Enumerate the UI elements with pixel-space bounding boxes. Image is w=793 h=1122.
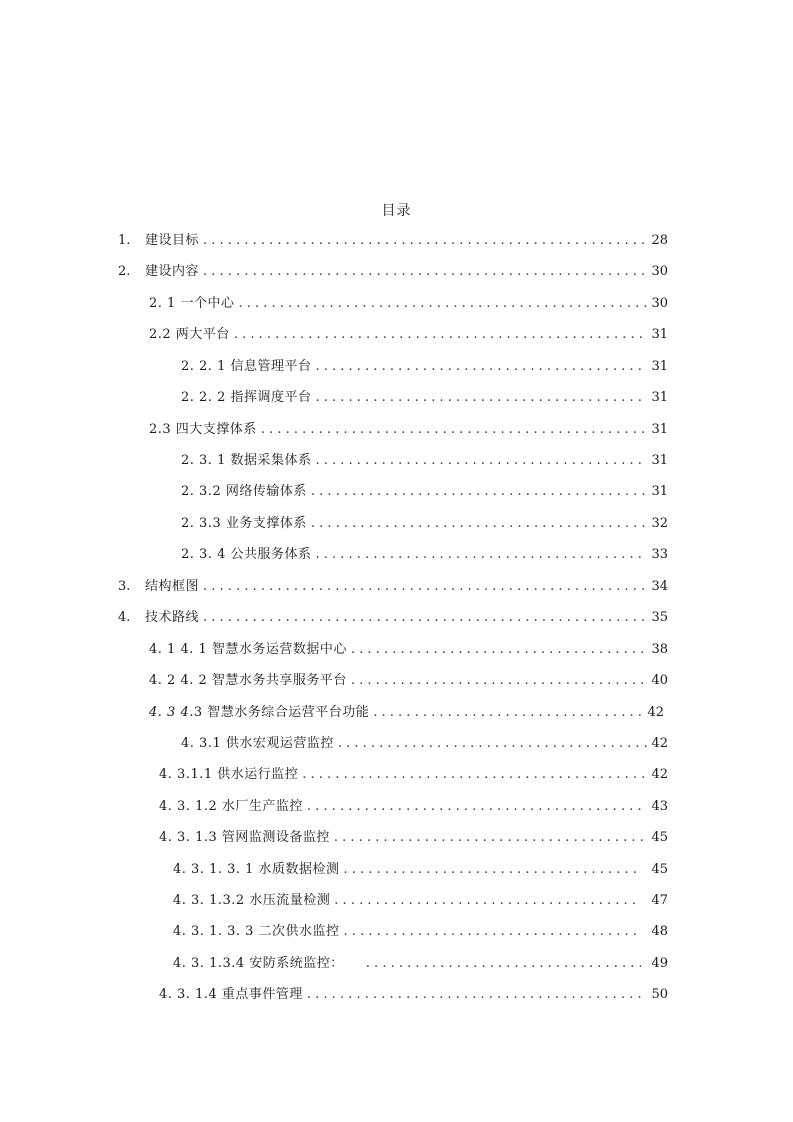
- toc-entry[interactable]: [181, 545, 668, 565]
- toc-entry[interactable]: [159, 985, 668, 1005]
- dot-leader: [307, 797, 648, 817]
- toc-entry-label: 4. 3. 1.4 重点事件管理: [159, 987, 303, 1002]
- toc-entry-page: 32: [651, 516, 668, 531]
- toc-entry-label-prefix: 4. 3 4.: [149, 705, 194, 720]
- toc-entry[interactable]: [118, 231, 668, 251]
- toc-entry-label: 2. 3. 4 公共服务体系: [181, 547, 312, 562]
- dot-leader: [351, 640, 648, 660]
- toc-entry-label: 2. 2. 1 信息管理平台: [181, 359, 312, 374]
- toc-entry-page: 30: [651, 296, 668, 311]
- toc-entry[interactable]: [118, 608, 668, 628]
- toc-entry[interactable]: [181, 451, 668, 471]
- dot-leader: [203, 231, 647, 251]
- toc-entry-page: 47: [651, 893, 668, 908]
- toc-entry-page: 45: [651, 862, 668, 877]
- toc-entry-page: 43: [651, 799, 668, 814]
- toc-entry[interactable]: [173, 922, 668, 942]
- toc-entry-label: 4. 3. 1. 3. 1 水质数据检测: [173, 862, 340, 877]
- toc-entry-page: 40: [651, 673, 668, 688]
- toc-entry-page: 48: [651, 924, 668, 939]
- dot-leader: [234, 325, 648, 345]
- toc-entry-page: 49: [651, 956, 668, 971]
- toc-entry-page: 30: [651, 264, 668, 279]
- toc-entry-page: 42: [651, 767, 668, 782]
- dot-leader: [315, 545, 647, 565]
- dot-leader: [311, 514, 648, 534]
- toc-entry-label: 2. 3.3 业务支撑体系: [181, 516, 307, 531]
- toc-entry-label: 4. 3.1.1 供水运行监控: [159, 767, 299, 782]
- dot-leader: [238, 294, 647, 314]
- toc-entry-page: 33: [651, 547, 668, 562]
- toc-entry[interactable]: [181, 388, 668, 408]
- dot-leader: [334, 891, 641, 911]
- toc-entry-page: 50: [651, 987, 668, 1002]
- toc-entry-page: 31: [651, 422, 668, 437]
- toc-entry-label: 4. 3. 1. 3. 3 二次供水监控: [173, 924, 340, 939]
- toc-entry-number: 2.: [118, 264, 131, 279]
- toc-entry[interactable]: [149, 703, 664, 723]
- toc-entry-label: 2. 1 一个中心: [149, 296, 235, 311]
- toc-entry-label: 2. 2. 2 指挥调度平台: [181, 390, 312, 405]
- dot-leader: [311, 482, 648, 502]
- toc-entry-page: 42: [651, 736, 668, 751]
- toc-entry-label: 2.3 四大支撑体系: [149, 422, 257, 437]
- toc-entry-label: 4. 3. 1.3 管网监测设备监控: [159, 830, 330, 845]
- dot-leader: [307, 985, 648, 1005]
- toc-entry[interactable]: [149, 294, 668, 314]
- dot-leader: [373, 703, 643, 723]
- dot-leader: [344, 922, 642, 942]
- toc-entry[interactable]: [149, 420, 668, 440]
- dot-leader: [344, 860, 642, 880]
- toc-entry[interactable]: [173, 954, 668, 974]
- toc-entry[interactable]: [173, 860, 668, 880]
- dot-leader: [302, 765, 647, 785]
- toc-entry-label: 4. 3. 1.3.4 安防系统监控：: [173, 956, 344, 971]
- dot-leader: [334, 828, 648, 848]
- dot-leader: [338, 734, 648, 754]
- toc-entry-number: 3.: [118, 579, 131, 594]
- dot-leader: [203, 262, 647, 282]
- dot-leader: [315, 357, 647, 377]
- toc-entry-label: 3 智慧水务综合运营平台功能: [193, 705, 370, 720]
- dot-leader: [203, 577, 647, 597]
- toc-entry-label: 建设目标: [145, 233, 200, 248]
- toc-entry[interactable]: [118, 262, 668, 282]
- toc-entry-number: 1.: [118, 233, 131, 248]
- toc-entry-label: 2.2 两大平台: [149, 327, 230, 342]
- toc-entry-label: 2. 3. 1 数据采集体系: [181, 453, 312, 468]
- dot-leader: [203, 608, 647, 628]
- toc-entry-label: 4. 3.1 供水宏观运营监控: [181, 736, 334, 751]
- toc-entry[interactable]: [118, 577, 668, 597]
- toc-entry[interactable]: [181, 482, 668, 502]
- toc-title: 目录: [381, 203, 412, 219]
- toc-entry-page: 31: [651, 327, 668, 342]
- toc-entry-number: 4.: [118, 610, 131, 625]
- toc-entry-label: 4. 3. 1.3.2 水压流量检测: [173, 893, 331, 908]
- dot-leader: [315, 451, 647, 471]
- toc-entry[interactable]: [149, 640, 668, 660]
- toc-entry[interactable]: [173, 891, 668, 911]
- toc-entry-label: 建设内容: [145, 264, 200, 279]
- toc-entry-page: 34: [651, 579, 668, 594]
- toc-entry[interactable]: [149, 325, 668, 345]
- toc-entry-page: 31: [651, 453, 668, 468]
- dot-leader: [261, 420, 648, 440]
- toc-entry-page: 28: [651, 233, 668, 248]
- dot-leader: [366, 954, 642, 974]
- toc-entry-label: 4. 3. 1.2 水厂生产监控: [159, 799, 303, 814]
- dot-leader: [351, 671, 648, 691]
- toc-entry-page: 31: [651, 390, 668, 405]
- toc-entry-page: 31: [651, 484, 668, 499]
- toc-entry-label: 4. 1 4. 1 智慧水务运营数据中心: [149, 642, 347, 657]
- toc-entry[interactable]: [181, 514, 668, 534]
- toc-entry-page: 45: [651, 830, 668, 845]
- toc-entry[interactable]: [159, 828, 668, 848]
- toc-entry[interactable]: [181, 734, 668, 754]
- toc-entry-page: 38: [651, 642, 668, 657]
- toc-entry[interactable]: [159, 797, 668, 817]
- toc-entry-page: 35: [651, 610, 668, 625]
- toc-entry[interactable]: [149, 671, 668, 691]
- toc-entry-page: 42: [647, 705, 664, 720]
- dot-leader: [315, 388, 647, 408]
- toc-entry-label: 2. 3.2 网络传输体系: [181, 484, 307, 499]
- toc-entry[interactable]: [159, 765, 668, 785]
- toc-entry-label: 技术路线: [145, 610, 200, 625]
- toc-entry-label: 4. 2 4. 2 智慧水务共享服务平台: [149, 673, 347, 688]
- toc-entry-page: 31: [651, 359, 668, 374]
- toc-entry-label: 结构框图: [145, 579, 200, 594]
- toc-entry[interactable]: [181, 357, 668, 377]
